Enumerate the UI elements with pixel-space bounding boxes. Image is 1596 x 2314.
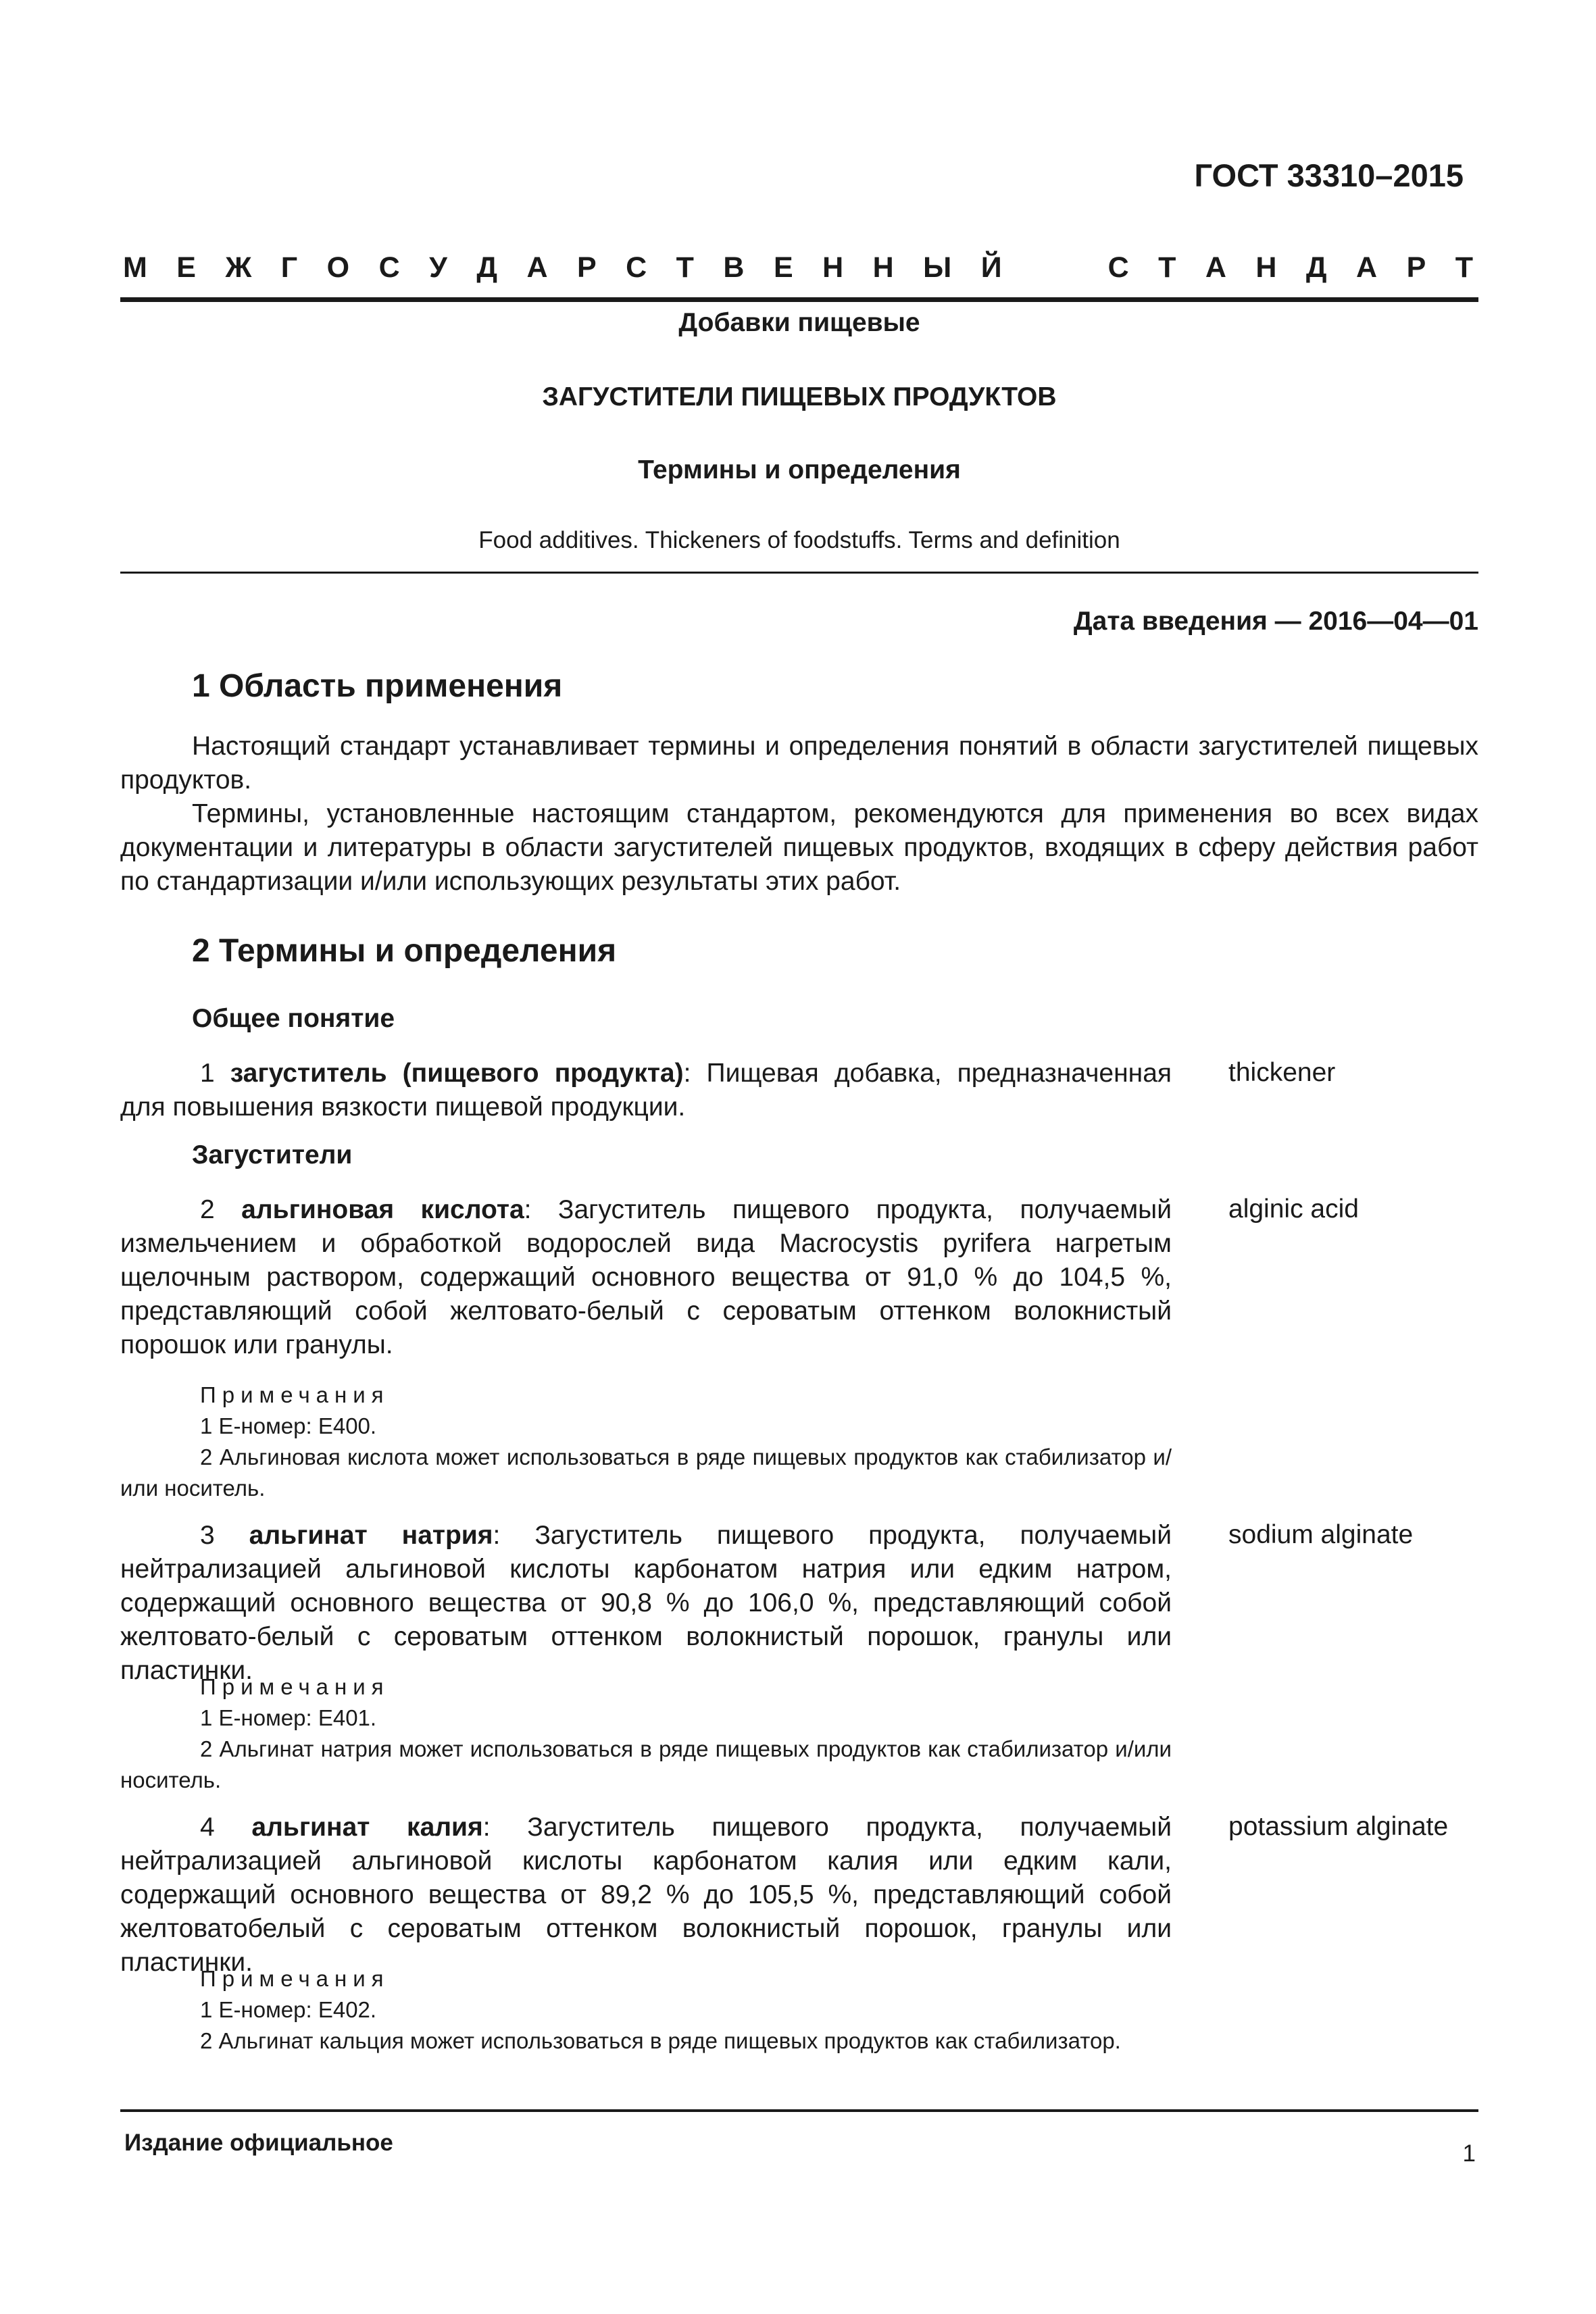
section-1-paragraph-2: Термины, установленные настоящим стандартом, рекомендуются для применения во всех видах документации и литературы в области загустителей пищевых продуктов, входящих в сферу действия работ по стандартизации и/или использующих результаты этих работ. <box>120 799 1478 896</box>
kind-letter: Н <box>822 251 844 284</box>
kind-letter: Н <box>872 251 894 284</box>
title-line-2: ЗАГУСТИТЕЛИ ПИЩЕВЫХ ПРОДУКТОВ <box>542 382 1057 411</box>
term-name: загуститель (пищевого продукта) <box>230 1059 684 1088</box>
kind-letter: С <box>378 251 400 284</box>
term-entry <box>120 1057 1172 1124</box>
term-paragraph <box>120 1057 1172 1124</box>
kind-letter: О <box>326 251 350 284</box>
kind-letter: Н <box>1255 251 1277 284</box>
section-1-paragraph-1: Настоящий стандарт устанавливает термины и определения понятий в области загустителей пищевых продуктов. <box>120 732 1478 795</box>
kind-letter: Е <box>773 251 793 284</box>
kind-letter: Г <box>280 251 298 284</box>
term-entry <box>120 1811 1172 1980</box>
term-english: sodium alginate <box>1228 1520 1414 1549</box>
subheading-thickeners: Загустители <box>192 1140 353 1169</box>
kind-letter: Р <box>1406 251 1426 284</box>
notes-heading: Примечания <box>200 1966 390 1991</box>
title-line-3: Термины и определения <box>638 455 961 484</box>
term-english: potassium alginate <box>1228 1812 1449 1841</box>
kind-letter: Д <box>476 251 497 284</box>
kind-letter: А <box>526 251 548 284</box>
kind-letter: Ж <box>225 251 252 284</box>
term-definition: : Загуститель пищевого продукта, получаемый нейтрализацией альгиновой кислоты карбонатом натрия или едким натром, содержащий основного вещества от 90,8 % до 106,0 %, представляющий собой желтовато-белый с сероватым оттенком волокнистый порошок, гранулы или пластинки. <box>120 1521 1172 1685</box>
term-notes <box>120 1963 1172 2057</box>
note-line: 2 Альгинат натрия может использоваться в ряде пищевых продуктов как стабилизатор и/или носитель. <box>120 1736 1172 1792</box>
kind-letter: Т <box>676 251 694 284</box>
note-line: 1 Е-номер: Е401. <box>200 1705 377 1730</box>
edition-label: Издание официальное <box>124 2130 393 2156</box>
standard-number: ГОСТ 33310–2015 <box>1194 157 1464 193</box>
page-number: 1 <box>1462 2140 1476 2167</box>
kind-letter: А <box>1356 251 1378 284</box>
term-paragraph <box>120 1811 1172 1980</box>
standard-kind <box>123 251 1473 284</box>
subheading-general: Общее понятие <box>192 1004 395 1033</box>
title-rule <box>120 572 1478 574</box>
kind-letter: Й <box>980 251 1002 284</box>
kind-letter: А <box>1205 251 1226 284</box>
term-english: alginic acid <box>1228 1194 1359 1224</box>
kind-letter: Р <box>576 251 597 284</box>
term-name: альгинат натрия <box>249 1521 493 1550</box>
header-rule <box>120 297 1478 302</box>
term-number: 2 <box>200 1195 215 1224</box>
term-number: 3 <box>200 1521 215 1550</box>
note-line: 1 Е-номер: Е402. <box>200 1997 377 2022</box>
title-line-1: Добавки пищевые <box>678 308 920 337</box>
kind-letter: Е <box>176 251 196 284</box>
section-1-heading: 1 Область применения <box>192 668 563 704</box>
kind-letter: М <box>123 251 147 284</box>
kind-letter: Д <box>1305 251 1327 284</box>
term-definition: : Загуститель пищевого продукта, получаемый нейтрализацией альгиновой кислоты карбонатом калия или едким кали, содержащий основного вещества от 89,2 % до 105,5 %, представляющий собой желтоватобелый с сероватым оттенком волокнистый порошок, гранулы или пластинки. <box>120 1813 1172 1977</box>
note-line: 2 Альгиновая кислота может использоваться в ряде пищевых продуктов как стабилизатор и/или носитель. <box>120 1444 1172 1501</box>
term-number: 4 <box>200 1813 215 1842</box>
term-english: thickener <box>1228 1058 1336 1087</box>
kind-letter: С <box>626 251 647 284</box>
term-entry <box>120 1193 1172 1362</box>
introduction-date: Дата введения — 2016—04—01 <box>1073 607 1478 636</box>
term-number: 1 <box>200 1059 215 1088</box>
term-paragraph <box>120 1193 1172 1362</box>
kind-letter: Т <box>1158 251 1176 284</box>
term-paragraph <box>120 1519 1172 1688</box>
notes-heading: Примечания <box>200 1382 390 1407</box>
kind-letter: Ы <box>923 251 952 284</box>
note-line: 1 Е-номер: Е400. <box>200 1413 377 1438</box>
kind-letter: С <box>1107 251 1129 284</box>
term-entry <box>120 1519 1172 1688</box>
notes-heading: Примечания <box>200 1674 390 1699</box>
term-definition: : Загуститель пищевого продукта, получаемый измельчением и обработкой водорослей вида Macrocystis pyrifera нагретым щелочным раствором, содержащий основного вещества от 91,0 % до 104,5 %, представляющий собой желтовато-белый с сероватым оттенком волокнистый порошок или гранулы. <box>120 1195 1172 1359</box>
section-2-heading: 2 Термины и определения <box>192 933 617 969</box>
kind-letter: В <box>723 251 745 284</box>
title-english: Food additives. Thickeners of foodstuffs. Terms and definition <box>478 527 1120 553</box>
term-notes <box>120 1380 1172 1504</box>
term-definition: : Пищевая добавка, предназначенная для повышения вязкости пищевой продукции. <box>120 1059 1172 1122</box>
kind-letter: Т <box>1455 251 1473 284</box>
term-notes <box>120 1671 1172 1796</box>
term-name: альгиновая кислота <box>241 1195 524 1224</box>
kind-letter: У <box>429 251 447 284</box>
note-line: 2 Альгинат кальция может использоваться в ряде пищевых продуктов как стабилизатор. <box>200 2028 1121 2053</box>
term-name: альгинат калия <box>251 1813 483 1842</box>
footer-rule <box>120 2109 1478 2112</box>
